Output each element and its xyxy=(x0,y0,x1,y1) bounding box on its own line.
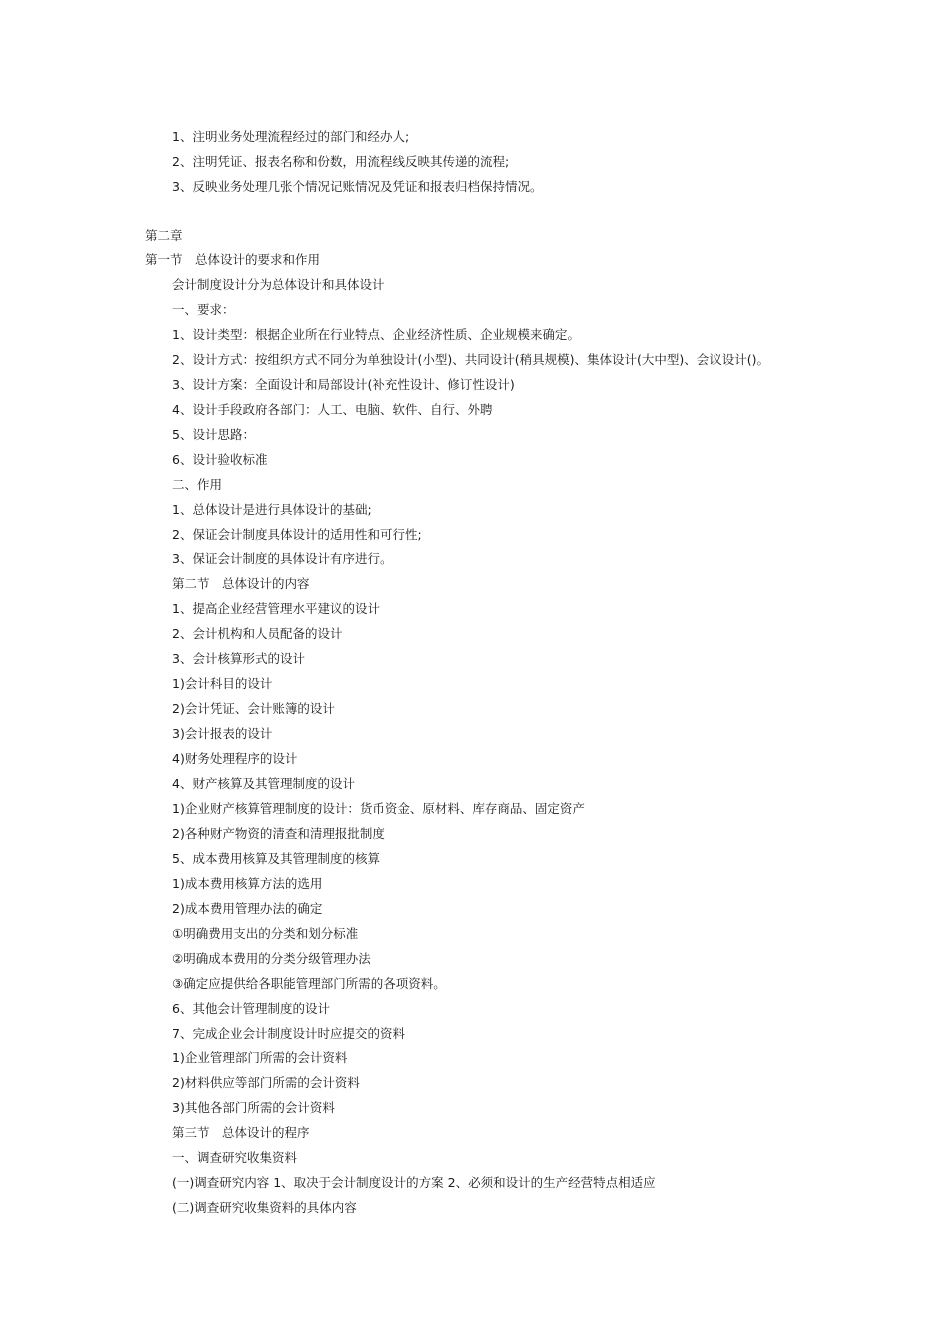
body-line: 2)成本费用管理办法的确定 xyxy=(172,901,323,916)
body-line: 一、要求： xyxy=(172,302,235,317)
body-line: (一)调查研究内容 1、取决于会计制度设计的方案 2、必须和设计的生产经营特点相适应 xyxy=(172,1175,656,1190)
body-line: 4、设计手段政府各部门：人工、电脑、软件、自行、外聘 xyxy=(172,402,493,417)
body-line: 2)会计凭证、会计账簿的设计 xyxy=(172,701,335,716)
body-line: 7、完成企业会计制度设计时应提交的资料 xyxy=(172,1026,405,1041)
top-item-1: 1、注明业务处理流程经过的部门和经办人; xyxy=(172,129,410,144)
body-line: 2)各种财产物资的清查和清理报批制度 xyxy=(172,826,385,841)
body-line: ①明确费用支出的分类和划分标准 xyxy=(172,926,359,941)
body-line: 2、会计机构和人员配备的设计 xyxy=(172,626,343,641)
top-item-2: 2、注明凭证、报表名称和份数，用流程线反映其传递的流程; xyxy=(172,154,510,169)
body-line: 6、设计验收标准 xyxy=(172,452,268,467)
body-line: 3)其他各部门所需的会计资料 xyxy=(172,1100,335,1115)
body-line: 3、会计核算形式的设计 xyxy=(172,651,305,666)
body-line: 5、成本费用核算及其管理制度的核算 xyxy=(172,851,380,866)
chapter-title: 第二章 xyxy=(145,228,183,243)
body-line: 第三节 总体设计的程序 xyxy=(172,1125,310,1140)
body-line: 3)会计报表的设计 xyxy=(172,726,273,741)
body-line: ③确定应提供给各职能管理部门所需的各项资料。 xyxy=(172,976,446,991)
body-line: 二、作用 xyxy=(172,477,223,492)
body-line: ②明确成本费用的分类分级管理办法 xyxy=(172,951,371,966)
body-line: 1)会计科目的设计 xyxy=(172,676,273,691)
body-line: 6、其他会计管理制度的设计 xyxy=(172,1001,330,1016)
body-line: 第二节 总体设计的内容 xyxy=(172,576,310,591)
body-line: 5、设计思路： xyxy=(172,427,255,442)
body-line: 1、提高企业经营管理水平建议的设计 xyxy=(172,601,380,616)
body-line: 1)成本费用核算方法的选用 xyxy=(172,876,323,891)
body-line: 4、财产核算及其管理制度的设计 xyxy=(172,776,355,791)
body-line: 2、保证会计制度具体设计的适用性和可行性; xyxy=(172,527,422,542)
body-line: 会计制度设计分为总体设计和具体设计 xyxy=(172,277,385,292)
body-line: 3、保证会计制度的具体设计有序进行。 xyxy=(172,551,393,566)
top-item-3: 3、反映业务处理几张个情况记账情况及凭证和报表归档保持情况。 xyxy=(172,179,543,194)
body-line: 2、设计方式：按组织方式不同分为单独设计(小型)、共同设计(稍具规模)、集体设计(大中型)、会议设计()。 xyxy=(172,352,769,367)
body-line: 1、总体设计是进行具体设计的基础; xyxy=(172,502,372,517)
body-line: 4)财务处理程序的设计 xyxy=(172,751,298,766)
body-line: 1)企业财产核算管理制度的设计：货币资金、原材料、库存商品、固定资产 xyxy=(172,801,585,816)
body-line: 3、设计方案：全面设计和局部设计(补充性设计、修订性设计) xyxy=(172,377,515,392)
body-line: 1)企业管理部门所需的会计资料 xyxy=(172,1050,348,1065)
section-title: 第一节 总体设计的要求和作用 xyxy=(145,252,321,267)
body-line: 一、调查研究收集资料 xyxy=(172,1150,298,1165)
body-line: 2)材料供应等部门所需的会计资料 xyxy=(172,1075,360,1090)
body-line: (二)调查研究收集资料的具体内容 xyxy=(172,1200,357,1215)
body-line: 1、设计类型：根据企业所在行业特点、企业经济性质、企业规模来确定。 xyxy=(172,327,580,342)
